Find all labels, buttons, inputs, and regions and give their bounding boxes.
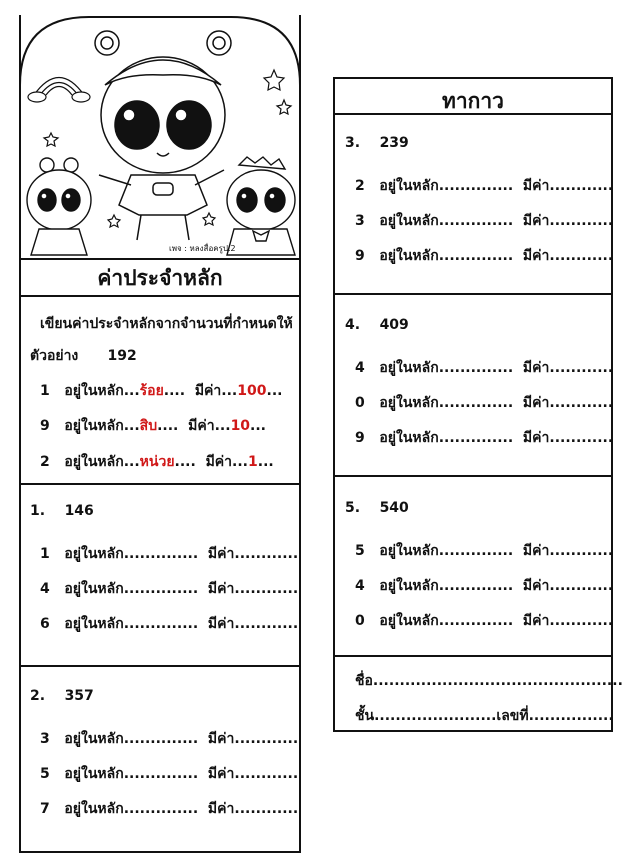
answer-row[interactable]: 6 อยู่ในหลัก.............. มีค่า............ bbox=[40, 616, 299, 632]
answer-row[interactable]: 3 อยู่ในหลัก.............. มีค่า............ bbox=[40, 731, 299, 747]
answer-row[interactable]: 3 อยู่ในหลัก.............. มีค่า............ bbox=[355, 213, 614, 229]
glue-title: ทากาว bbox=[442, 89, 504, 113]
answer-row[interactable]: 9 อยู่ในหลัก.............. มีค่า............ bbox=[355, 248, 614, 264]
answer-row[interactable]: 7 อยู่ในหลัก.............. มีค่า............ bbox=[40, 801, 299, 817]
divider bbox=[19, 665, 301, 667]
credit-text: เพจ : หลงสื่อครูป.2 bbox=[169, 244, 236, 253]
answer-row[interactable]: 4 อยู่ในหลัก.............. มีค่า............ bbox=[355, 360, 614, 376]
answer-row[interactable]: 2 อยู่ในหลัก.............. มีค่า............ bbox=[355, 178, 614, 194]
divider bbox=[333, 475, 613, 477]
example-row: 2 อยู่ในหลัก...หน่วย.... มีค่า...1... bbox=[40, 454, 274, 470]
instruction: เขียนค่าประจำหลักจากจำนวนที่กำหนดให้ bbox=[40, 316, 293, 332]
answer-row[interactable]: 5 อยู่ในหลัก.............. มีค่า............ bbox=[355, 543, 614, 559]
answer-row[interactable]: 4 อยู่ในหลัก.............. มีค่า............ bbox=[355, 578, 614, 594]
question-heading: 5. 540 bbox=[345, 500, 409, 516]
answer-row[interactable]: 0 อยู่ในหลัก.............. มีค่า............ bbox=[355, 395, 614, 411]
divider bbox=[19, 295, 301, 297]
page-title: ค่าประจำหลัก bbox=[97, 266, 223, 290]
question-heading: 3. 239 bbox=[345, 135, 409, 151]
divider bbox=[19, 258, 301, 260]
divider bbox=[333, 293, 613, 295]
question-heading: 1. 146 bbox=[30, 503, 94, 519]
question-heading: 2. 357 bbox=[30, 688, 94, 704]
answer-row[interactable]: 4 อยู่ในหลัก.............. มีค่า............ bbox=[40, 581, 299, 597]
divider bbox=[333, 113, 613, 115]
example-heading: ตัวอย่าง 192 bbox=[30, 348, 137, 364]
cartoon-header-art bbox=[19, 15, 301, 260]
example-row: 1 อยู่ในหลัก...ร้อย.... มีค่า...100... bbox=[40, 383, 283, 399]
divider bbox=[333, 655, 613, 657]
answer-row[interactable]: 0 อยู่ในหลัก.............. มีค่า............ bbox=[355, 613, 614, 629]
divider bbox=[19, 483, 301, 485]
answer-row[interactable]: 9 อยู่ในหลัก.............. มีค่า............ bbox=[355, 430, 614, 446]
question-heading: 4. 409 bbox=[345, 317, 409, 333]
name-field[interactable]: ชื่อ............................................... bbox=[355, 673, 623, 689]
answer-row[interactable]: 5 อยู่ในหลัก.............. มีค่า............ bbox=[40, 766, 299, 782]
class-number-field[interactable]: ชั้น.......................เลขที่................ bbox=[355, 708, 614, 724]
answer-row[interactable]: 1 อยู่ในหลัก.............. มีค่า............ bbox=[40, 546, 299, 562]
example-row: 9 อยู่ในหลัก...สิบ.... มีค่า...10... bbox=[40, 418, 267, 434]
